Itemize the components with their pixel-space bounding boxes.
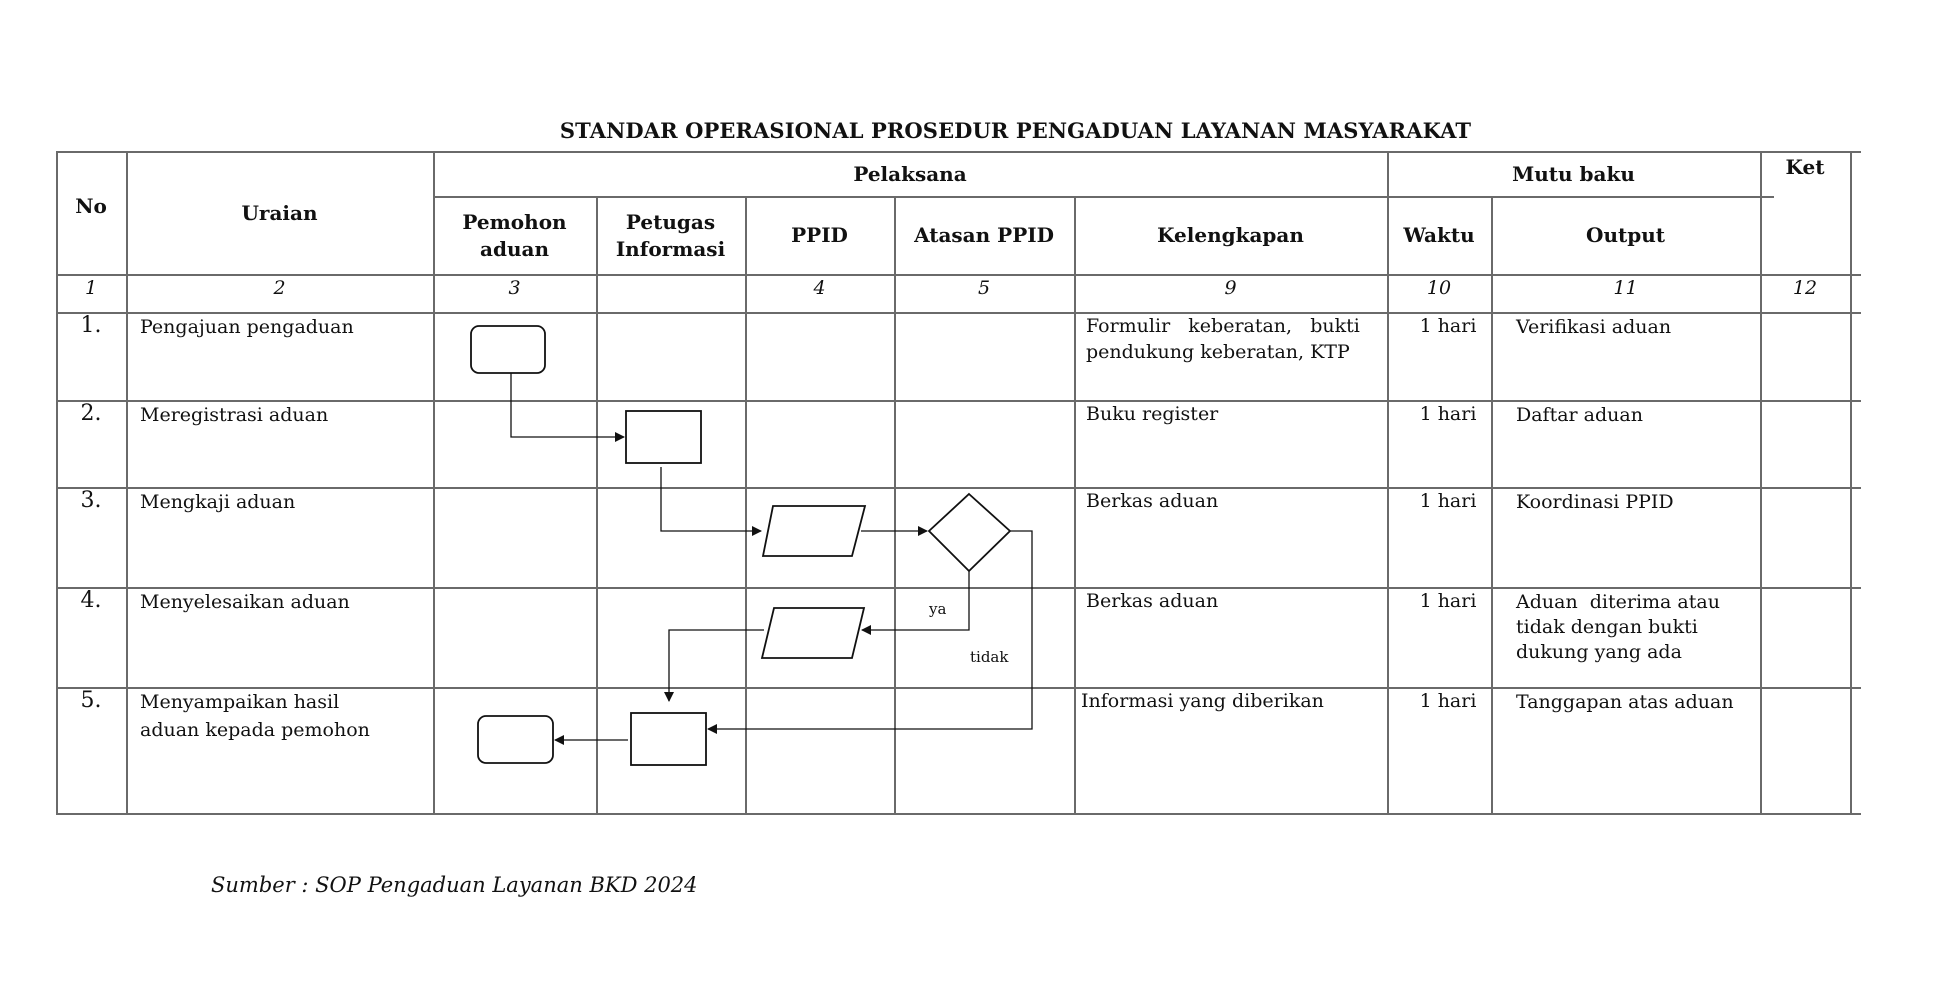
row-uraian-line: aduan kepada pemohon bbox=[140, 719, 370, 741]
row-uraian-line: Menyampaikan hasil bbox=[140, 691, 340, 713]
header-pemohon-line1: Pemohon bbox=[462, 210, 567, 234]
row-output: Verifikasi aduan bbox=[1516, 316, 1672, 338]
header-pemohon-line2: aduan bbox=[480, 237, 549, 261]
header-uraian: Uraian bbox=[241, 201, 318, 225]
source-caption: Sumber : SOP Pengaduan Layanan BKD 2024 bbox=[211, 873, 698, 897]
row-output-line: dukung yang ada bbox=[1516, 641, 1682, 663]
connector-resolve-to-deliver bbox=[669, 630, 764, 701]
row-output-line: Aduan diterima atau bbox=[1516, 591, 1720, 613]
row-output: Daftar aduan bbox=[1516, 404, 1643, 426]
row-kelengkapan: Berkas aduan bbox=[1086, 490, 1219, 512]
row-waktu: 1 hari bbox=[1419, 403, 1477, 425]
row-waktu: 1 hari bbox=[1419, 590, 1477, 612]
row-output: Koordinasi PPID bbox=[1516, 491, 1674, 513]
row-kelengkapan: Buku register bbox=[1086, 403, 1219, 425]
header-mutu-baku: Mutu baku bbox=[1512, 162, 1635, 186]
review-data-parallelogram bbox=[763, 506, 865, 556]
row-uraian: Pengajuan pengaduan bbox=[140, 316, 354, 338]
header-kelengkapan: Kelengkapan bbox=[1157, 223, 1304, 247]
connector-register-to-review bbox=[661, 467, 761, 531]
row-waktu: 1 hari bbox=[1419, 315, 1477, 337]
row-output-line: tidak dengan bukti bbox=[1516, 616, 1698, 638]
header-petugas-line1: Petugas bbox=[625, 210, 716, 234]
row-waktu: 1 hari bbox=[1419, 690, 1477, 712]
column-index: 4 bbox=[813, 277, 826, 299]
row-kelengkapan: Berkas aduan bbox=[1086, 590, 1219, 612]
header-pelaksana: Pelaksana bbox=[853, 162, 967, 186]
registration-process-box bbox=[626, 411, 701, 463]
document-title: STANDAR OPERASIONAL PROSEDUR PENGADUAN LAYANAN MASYARAKAT bbox=[559, 118, 1472, 143]
row-number: 3. bbox=[80, 488, 102, 513]
row-number: 5. bbox=[80, 688, 102, 713]
row-waktu: 1 hari bbox=[1419, 490, 1477, 512]
connector-start-to-register bbox=[511, 373, 624, 437]
row-uraian: Meregistrasi aduan bbox=[140, 404, 329, 426]
column-index: 11 bbox=[1613, 277, 1638, 299]
row-kelengkapan: Informasi yang diberikan bbox=[1081, 690, 1324, 712]
header-output: Output bbox=[1586, 223, 1665, 247]
column-index: 1 bbox=[84, 277, 98, 299]
row-kelengkapan-line: Formulir keberatan, bukti bbox=[1086, 315, 1360, 337]
header-petugas-line2: Informasi bbox=[615, 237, 726, 261]
row-kelengkapan-line: pendukung keberatan, KTP bbox=[1086, 341, 1350, 363]
row-uraian: Mengkaji aduan bbox=[140, 491, 296, 513]
row-number: 1. bbox=[80, 313, 102, 338]
connector-decision-yes bbox=[862, 571, 969, 630]
decision-diamond bbox=[929, 494, 1010, 571]
deliver-process-box bbox=[631, 713, 706, 765]
resolve-data-parallelogram bbox=[762, 608, 864, 658]
end-terminator bbox=[478, 716, 553, 763]
row-output: Tanggapan atas aduan bbox=[1516, 691, 1734, 713]
header-ket: Ket bbox=[1785, 155, 1825, 179]
column-index: 10 bbox=[1426, 277, 1452, 299]
column-index: 5 bbox=[977, 277, 991, 299]
start-terminator bbox=[471, 326, 545, 373]
column-index: 2 bbox=[273, 277, 286, 299]
column-index: 3 bbox=[508, 277, 521, 299]
column-index: 9 bbox=[1224, 277, 1237, 299]
header-no: No bbox=[75, 194, 107, 218]
header-ppid: PPID bbox=[791, 223, 848, 247]
column-index: 12 bbox=[1792, 277, 1818, 299]
decision-no-label: tidak bbox=[970, 648, 1009, 666]
row-number: 2. bbox=[80, 401, 102, 426]
header-atasan-ppid: Atasan PPID bbox=[914, 223, 1054, 247]
header-waktu: Waktu bbox=[1403, 223, 1475, 247]
row-uraian: Menyelesaikan aduan bbox=[140, 591, 350, 613]
row-number: 4. bbox=[80, 588, 102, 613]
decision-yes-label: ya bbox=[929, 600, 947, 618]
